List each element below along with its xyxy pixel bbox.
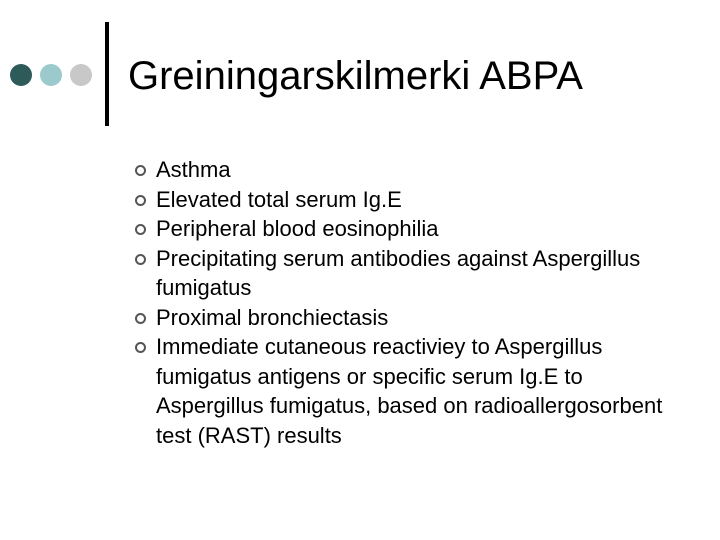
slide-title: Greiningarskilmerki ABPA <box>128 54 583 98</box>
dark-dot-icon <box>10 64 32 86</box>
bullet-list <box>130 155 690 450</box>
bullet-text: Peripheral blood eosinophilia <box>156 216 439 241</box>
bullet-item <box>130 244 690 303</box>
decorative-dots-icon <box>10 64 100 86</box>
bullet-text: Immediate cutaneous reactiviey to Aspergillus fumigatus antigens or specific serum Ig.E to Aspergillus fumigatus, based on radioallergosorbent test (RAST) results <box>156 334 663 448</box>
bullet-item <box>130 155 690 185</box>
bullet-circle-icon <box>135 165 146 176</box>
bullet-text: Precipitating serum antibodies against Aspergillus fumigatus <box>156 245 641 300</box>
title-divider <box>105 22 109 126</box>
bullet-circle-icon <box>135 224 146 235</box>
bullet-item <box>130 214 690 244</box>
bullet-item <box>130 303 690 333</box>
bullet-text: Proximal bronchiectasis <box>156 304 389 330</box>
bullet-item <box>130 332 690 450</box>
bullet-text: Asthma <box>156 157 231 182</box>
bullet-text: Elevated total serum Ig.E <box>156 186 402 212</box>
bullet-circle-icon <box>135 313 146 324</box>
bullet-item <box>130 185 690 215</box>
gray-dot-icon <box>70 64 92 86</box>
bullet-circle-icon <box>135 254 146 265</box>
bullet-circle-icon <box>135 342 146 353</box>
bullet-circle-icon <box>135 195 146 206</box>
teal-dot-icon <box>40 64 62 86</box>
